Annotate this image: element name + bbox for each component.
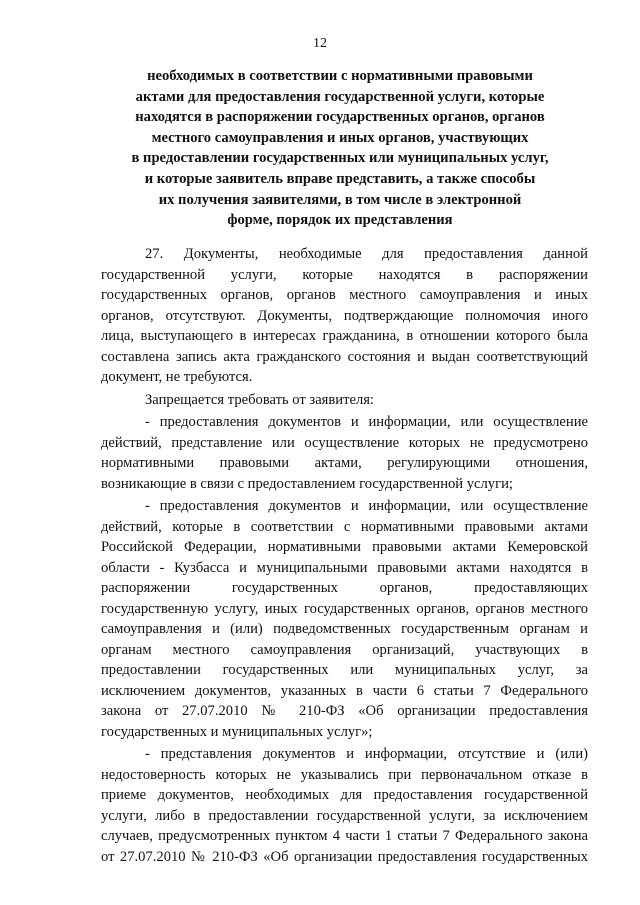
body-line: - представления документов и информации, отсутствие и (или): [145, 746, 588, 762]
body-line: государственной услуги, которые находятся в распоряжении: [101, 266, 588, 283]
body-line: государственную услугу, иных государственных органов, органов местного: [101, 600, 588, 617]
body-line: исключением документов, указанных в части 6 статьи 7 Федерального: [101, 682, 588, 699]
heading-line: и которые заявитель вправе представить, а также способы: [144, 170, 536, 187]
body-line: государственных органов, органов местного самоуправления и иных: [101, 287, 588, 303]
heading-line: форме, порядок их представления: [227, 212, 453, 229]
body-line: нормативными правовыми актами, регулирующими отношения,: [101, 455, 588, 471]
body-line: приеме документов, необходимых для предоставления государственной: [101, 787, 588, 803]
body-line: возникающие в связи с предоставлением государственной услуги;: [101, 475, 513, 492]
body-line: документ, не требуются.: [101, 369, 253, 385]
body-line: Российской Федерации, нормативными правовыми актами Кемеровской: [101, 539, 588, 555]
heading-line: местного самоуправления и иных органов, участвующих: [151, 129, 529, 146]
heading-line: в предоставлении государственных или муниципальных услуг,: [131, 150, 549, 167]
page-number: 12: [313, 36, 327, 51]
body-line: действий, которые в соответствии с нормативными правовыми актами: [101, 518, 588, 535]
heading-line: необходимых в соответствии с нормативными правовыми: [147, 68, 533, 84]
body-line: государственных и муниципальных услуг»;: [101, 723, 373, 740]
body-line: закона от 27.07.2010 № 210-ФЗ «Об организации предоставления: [101, 703, 588, 719]
body-text: [101, 244, 588, 867]
body-line: Запрещается требовать от заявителя:: [145, 391, 374, 408]
heading-line: их получения заявителями, в том числе в электронной: [158, 191, 522, 208]
body-line: 27. Документы, необходимые для предоставления данной: [145, 246, 588, 262]
body-line: лица, выступающего в интересах гражданина, в отношении которого была: [101, 328, 588, 344]
section-heading: [90, 66, 590, 231]
body-line: составлена запись акта гражданского состояния и выдан соответствующий: [101, 348, 588, 365]
body-line: недостоверность которых не указывались при первоначальном отказе в: [101, 766, 588, 783]
body-line: услуги, либо в предоставлении государственной услуги, за исключением: [101, 807, 588, 824]
body-line: органам местного самоуправления организаций, участвующих в: [101, 641, 588, 658]
body-line: предоставлении государственных или муниципальных услуг, за: [101, 662, 588, 678]
body-line: органов, отсутствуют. Документы, подтверждающие полномочия иного: [101, 307, 588, 324]
heading-line: находятся в распоряжении государственных органов, органов: [135, 109, 545, 126]
body-line: - предоставления документов и информации, или осуществление: [145, 498, 588, 514]
body-line: области - Кузбасса и муниципальными правовыми актами находятся в: [101, 559, 588, 576]
body-line: случаев, предусмотренных пунктом 4 части 1 статьи 7 Федерального закона: [101, 828, 588, 844]
body-line: от 27.07.2010 № 210-ФЗ «Об организации предоставления государственных: [101, 848, 588, 865]
body-line: - предоставления документов и информации, или осуществление: [145, 414, 588, 430]
body-line: действий, представление или осуществление которых не предусмотрено: [101, 434, 588, 451]
heading-line: актами для предоставления государственной услуги, которые: [135, 88, 545, 105]
body-line: самоуправления и (или) подведомственных государственным органам и: [101, 621, 588, 637]
body-line: распоряжении государственных органов, предоставляющих: [101, 580, 588, 596]
